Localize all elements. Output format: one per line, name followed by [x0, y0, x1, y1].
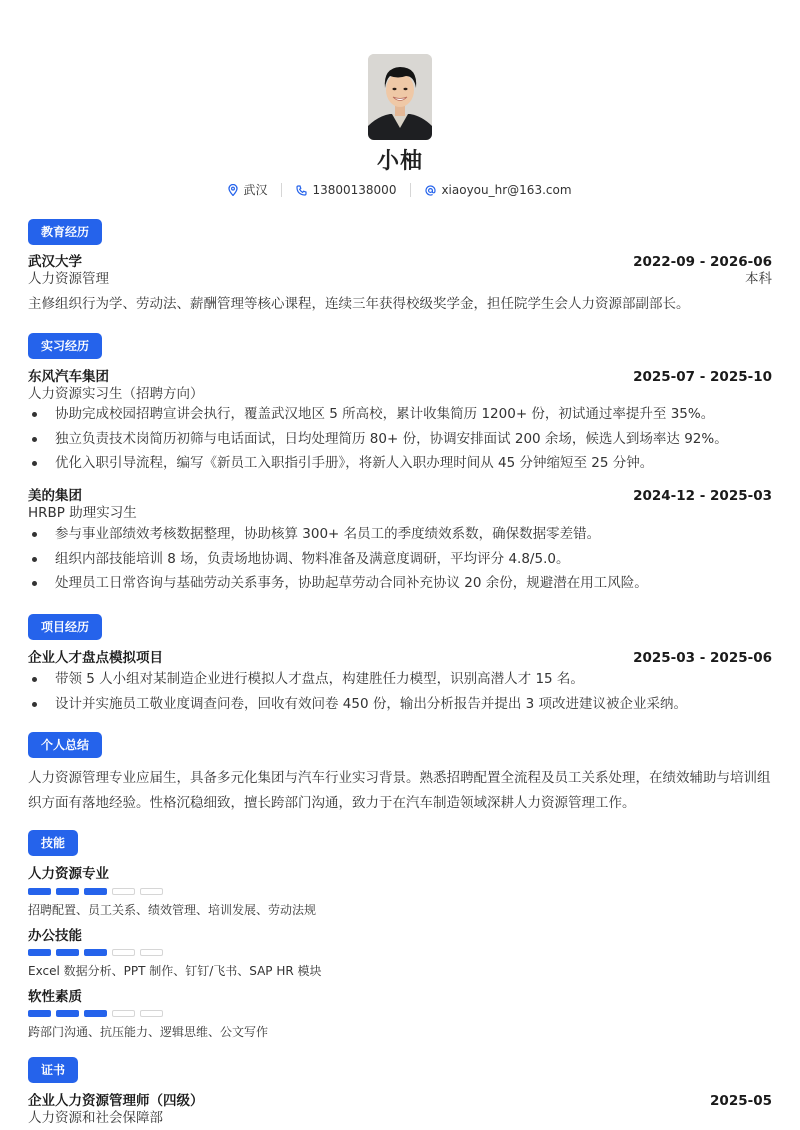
- education-item-sub: [28, 270, 772, 288]
- section-internship-badge: 实习经历: [28, 333, 102, 359]
- contact-divider: [410, 183, 411, 197]
- phone-icon: [296, 185, 307, 196]
- internship-bullets: [28, 522, 772, 596]
- internship-date: 2025-07 - 2025-10: [633, 369, 772, 385]
- contact-location: [228, 182, 267, 198]
- section-skills-badge: 技能: [28, 830, 78, 856]
- summary-text: 人力资源管理专业应届生，具备多元化集团与汽车行业实习背景。熟悉招聘配置全流程及员工关系处理，在绩效辅助与培训组织方面有落地经验。性格沉稳细致，擅长跨部门沟通，致力于在汽车制造领域深耕人力资源管理工作。: [28, 770, 771, 811]
- internship-item-role: [28, 504, 772, 522]
- contact-info: [28, 182, 772, 198]
- certificate-issuer: 人力资源和社会保障部: [28, 1110, 163, 1126]
- bullet-item: 组织内部技能培训 8 场，负责场地协调、物料准备及满意度调研，平均评分 4.8/5.0。: [28, 547, 772, 572]
- skill-name: 软性素质: [28, 989, 82, 1005]
- internship-item-header: [28, 368, 772, 386]
- certificate-date: 2025-05: [710, 1093, 772, 1109]
- internship-date: 2024-12 - 2025-03: [633, 488, 772, 504]
- bullet-item: 协助完成校园招聘宣讲会执行，覆盖武汉地区 5 所高校，累计收集简历 1200+ 份，初试通过率提升至 35%。: [28, 402, 772, 427]
- job-role: HRBP 助理实习生: [28, 505, 137, 521]
- skill-name: 办公技能: [28, 928, 82, 944]
- phone-text: 13800138000: [312, 183, 397, 197]
- project-date: 2025-03 - 2025-06: [633, 650, 772, 666]
- skill-level-bars: [28, 888, 163, 895]
- certificate-item-issuer: [28, 1109, 772, 1127]
- major: 人力资源管理: [28, 271, 109, 287]
- bullet-item: 优化入职引导流程，编写《新员工入职指引手册》，将新人入职办理时间从 45 分钟缩短至 25 分钟。: [28, 451, 772, 476]
- email-text: xiaoyou_hr@163.com: [441, 183, 572, 197]
- section-education-badge: 教育经历: [28, 219, 102, 245]
- certificate-name: 企业人力资源管理师（四级）: [28, 1093, 204, 1109]
- section-summary-badge: 个人总结: [28, 732, 102, 758]
- project-bullets: [28, 667, 772, 716]
- internship-bullets: [28, 402, 772, 476]
- skill-level-bars: [28, 949, 163, 956]
- skill-level-empty: [140, 888, 163, 895]
- education-item-header: [28, 253, 772, 271]
- skill-level-empty: [112, 949, 135, 956]
- company-name: 美的集团: [28, 488, 82, 504]
- job-role: 人力资源实习生（招聘方向）: [28, 386, 204, 402]
- internship-item-header: [28, 487, 772, 505]
- location-text: 武汉: [243, 183, 268, 197]
- skill-level-empty: [112, 1010, 135, 1017]
- skill-level-filled: [56, 949, 79, 956]
- skill-detail: 跨部门沟通、抗压能力、逻辑思维、公文写作: [28, 1025, 269, 1039]
- skill-level-filled: [56, 888, 79, 895]
- skill-name: 人力资源专业: [28, 866, 109, 882]
- school-name: 武汉大学: [28, 254, 82, 270]
- bullet-item: 独立负责技术岗简历初筛与电话面试，日均处理简历 80+ 份，协调安排面试 200 余场，候选人到场率达 92%。: [28, 427, 772, 452]
- skill-detail: Excel 数据分析、PPT 制作、钉钉/飞书、SAP HR 模块: [28, 964, 322, 978]
- contact-email[interactable]: [425, 182, 571, 198]
- skill-detail: 招聘配置、员工关系、绩效管理、培训发展、劳动法规: [28, 903, 317, 917]
- bullet-item: 带领 5 人小组对某制造企业进行模拟人才盘点，构建胜任力模型，识别高潜人才 15 名。: [28, 667, 772, 692]
- location-pin-icon: [228, 184, 238, 196]
- profile-photo: [368, 54, 432, 140]
- skill-level-filled: [56, 1010, 79, 1017]
- bullet-item: 参与事业部绩效考核数据整理，协助核算 300+ 名员工的季度绩效系数，确保数据零差错。: [28, 522, 772, 547]
- skill-level-filled: [84, 949, 107, 956]
- skill-level-filled: [84, 1010, 107, 1017]
- skill-level-empty: [112, 888, 135, 895]
- education-date: 2022-09 - 2026-06: [633, 254, 772, 270]
- company-name: 东风汽车集团: [28, 369, 109, 385]
- skill-level-filled: [28, 949, 51, 956]
- section-projects-badge: 项目经历: [28, 614, 102, 640]
- project-name: 企业人才盘点模拟项目: [28, 650, 163, 666]
- project-item-header: [28, 649, 772, 667]
- certificate-item-header: [28, 1092, 772, 1110]
- at-email-icon: [425, 185, 436, 196]
- profile-header: [28, 54, 772, 198]
- internship-item-role: [28, 385, 772, 403]
- skill-level-filled: [84, 888, 107, 895]
- education-description: 主修组织行为学、劳动法、薪酬管理等核心课程，连续三年获得校级奖学金，担任院学生会人力资源部副部长。: [28, 296, 690, 312]
- degree: 本科: [745, 271, 772, 287]
- skill-level-filled: [28, 1010, 51, 1017]
- skill-level-bars: [28, 1010, 163, 1017]
- section-certificates-badge: 证书: [28, 1057, 78, 1083]
- contact-phone[interactable]: [296, 182, 396, 198]
- skill-level-empty: [140, 949, 163, 956]
- candidate-name: 小柚: [376, 149, 423, 174]
- bullet-item: 处理员工日常咨询与基础劳动关系事务，协助起草劳动合同补充协议 20 余份，规避潜在用工风险。: [28, 571, 772, 596]
- skill-level-filled: [28, 888, 51, 895]
- bullet-item: 设计并实施员工敬业度调查问卷，回收有效问卷 450 份，输出分析报告并提出 3 项改进建议被企业采纳。: [28, 692, 772, 717]
- skill-level-empty: [140, 1010, 163, 1017]
- contact-divider: [281, 183, 282, 197]
